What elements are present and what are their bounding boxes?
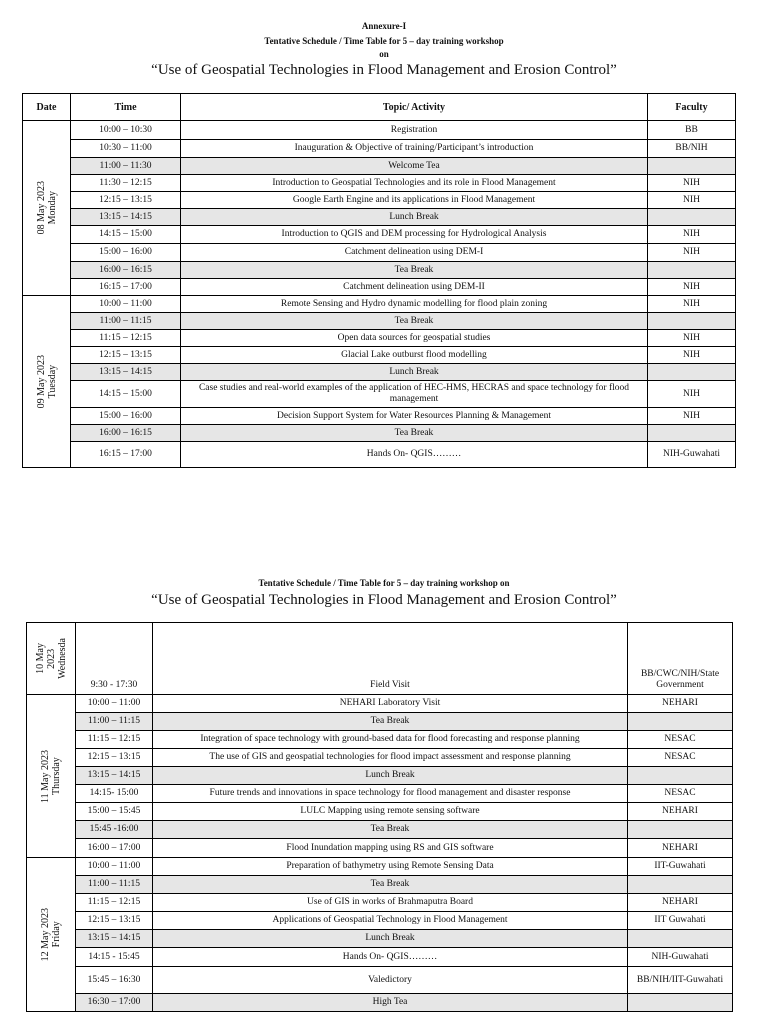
topic-cell: Remote Sensing and Hydro dynamic modelling for flood plain zoning [181,296,648,313]
on-label: on [379,49,389,59]
table-row [27,994,733,1012]
topic-cell: Tea Break [181,313,648,330]
topic-cell: Integration of space technology with ground-based data for flood forecasting and response planning [153,731,628,749]
date-cell [23,296,71,468]
table-row [27,821,733,839]
faculty-cell: BB [648,121,736,140]
topic-cell: The use of GIS and geospatial technologies for flood impact assessment and response planning [153,749,628,767]
time-cell: 11:15 – 12:15 [76,731,153,749]
header-time: Time [71,94,181,121]
table-row [23,140,736,158]
schedule-table-2 [26,622,733,1012]
topic-cell: Google Earth Engine and its applications in Flood Management [181,192,648,209]
topic-cell: Tea Break [153,713,628,731]
topic-cell: Case studies and real-world examples of the application of HEC-HMS, HECRAS and space technology for flood management [181,381,648,408]
time-cell: 12:15 – 13:15 [71,192,181,209]
workshop-title-2: “Use of Geospatial Technologies in Flood Management and Erosion Control” [151,592,617,608]
topic-cell: Applications of Geospatial Technology in Flood Management [153,912,628,930]
date-cell [27,858,76,1012]
time-cell: 16:30 – 17:00 [76,994,153,1012]
topic-cell: Glacial Lake outburst flood modelling [181,347,648,364]
workshop-title: “Use of Geospatial Technologies in Flood Management and Erosion Control” [151,62,617,78]
time-cell: 10:00 – 11:00 [76,695,153,713]
faculty-cell [628,767,733,785]
table-row [27,731,733,749]
faculty-cell [648,313,736,330]
table-row [23,262,736,279]
faculty-cell [628,713,733,731]
topic-cell: Tea Break [181,262,648,279]
time-cell: 12:15 – 13:15 [71,347,181,364]
topic-cell: Tea Break [181,425,648,442]
faculty-cell: NESAC [628,731,733,749]
faculty-cell: NIH [648,192,736,209]
time-cell: 10:00 – 11:00 [76,858,153,876]
header-faculty: Faculty [648,94,736,121]
faculty-cell: NEHARI [628,803,733,821]
topic-cell: Future trends and innovations in space technology for flood management and disaster response [153,785,628,803]
faculty-cell: NIH [648,347,736,364]
table-row [23,313,736,330]
faculty-cell: NIH [648,296,736,313]
faculty-cell: NIH [648,226,736,244]
time-cell: 13:15 – 14:15 [76,767,153,785]
time-cell: 13:15 – 14:15 [71,364,181,381]
time-cell: 16:00 – 16:15 [71,262,181,279]
table-row [27,930,733,948]
table-row [27,695,733,713]
table-row [23,209,736,226]
faculty-cell [628,821,733,839]
topic-cell: Lunch Break [153,930,628,948]
annexure-label: Annexure-I [361,21,407,31]
faculty-cell [648,262,736,279]
topic-cell: Welcome Tea [181,158,648,175]
time-cell: 10:00 – 11:00 [71,296,181,313]
faculty-cell [648,425,736,442]
table-row [23,296,736,313]
topic-cell: Hands On- QGIS……… [153,948,628,967]
faculty-cell [648,209,736,226]
header-topic: Topic/ Activity [181,94,648,121]
table-row [27,713,733,731]
table-row [23,192,736,209]
schedule-subtitle-2: Tentative Schedule / Time Table for 5 – day training workshop on [258,578,510,588]
table-row [27,749,733,767]
topic-cell: Inauguration & Objective of training/Participant’s introduction [181,140,648,158]
table-row [23,381,736,408]
faculty-cell [648,364,736,381]
time-cell: 11:00 – 11:15 [76,713,153,731]
date-label: 11 May 2023 Thursday [40,749,62,803]
time-cell: 10:30 – 11:00 [71,140,181,158]
topic-cell: Use of GIS in works of Brahmaputra Board [153,894,628,912]
topic-cell: Lunch Break [181,209,648,226]
faculty-cell: NEHARI [628,695,733,713]
time-cell: 16:15 – 17:00 [71,442,181,468]
table-row [23,244,736,262]
time-cell: 9:30 - 17:30 [76,623,153,695]
faculty-cell: NEHARI [628,839,733,858]
date-cell [23,121,71,296]
table-row [23,226,736,244]
faculty-cell: NIH-Guwahati [628,948,733,967]
faculty-cell: BB/NIH [648,140,736,158]
time-cell: 15:00 – 16:00 [71,244,181,262]
table-row [23,425,736,442]
topic-cell: Introduction to QGIS and DEM processing for Hydrological Analysis [181,226,648,244]
topic-cell: Field Visit [153,623,628,695]
time-cell: 13:15 – 14:15 [71,209,181,226]
table-row [23,121,736,140]
faculty-cell: NIH [648,381,736,408]
faculty-cell: BB/CWC/NIH/State Government [628,623,733,695]
topic-cell: Preparation of bathymetry using Remote Sensing Data [153,858,628,876]
faculty-cell: NIH [648,408,736,425]
date-label: 10 May 2023 Wednesda [34,638,68,679]
time-cell: 14:15 – 15:00 [71,381,181,408]
topic-cell: Lunch Break [153,767,628,785]
time-cell: 14:15 – 15:00 [71,226,181,244]
table-row [27,839,733,858]
topic-cell: Catchment delineation using DEM-I [181,244,648,262]
table-row [27,912,733,930]
date-label: 09 May 2023 Tuesday [35,354,58,409]
topic-cell: Registration [181,121,648,140]
topic-cell: Catchment delineation using DEM-II [181,279,648,296]
time-cell: 12:15 – 13:15 [76,912,153,930]
time-cell: 11:00 – 11:15 [76,876,153,894]
faculty-cell: NIH-Guwahati [648,442,736,468]
topic-cell: Introduction to Geospatial Technologies and its role in Flood Management [181,175,648,192]
topic-cell: Open data sources for geospatial studies [181,330,648,347]
table-row [23,279,736,296]
time-cell: 11:00 – 11:30 [71,158,181,175]
time-cell: 13:15 – 14:15 [76,930,153,948]
faculty-cell [628,876,733,894]
time-cell: 11:15 – 12:15 [76,894,153,912]
faculty-cell [628,994,733,1012]
table-row [27,894,733,912]
table-row [23,175,736,192]
header-date: Date [23,94,71,121]
date-label: 08 May 2023 Monday [35,181,58,235]
schedule-table-1 [22,93,736,468]
topic-cell: Hands On- QGIS……… [181,442,648,468]
topic-cell: High Tea [153,994,628,1012]
time-cell: 11:00 – 11:15 [71,313,181,330]
topic-cell: Tea Break [153,821,628,839]
faculty-cell: NIH [648,279,736,296]
topic-cell: Valedictory [153,967,628,994]
faculty-cell: NIH [648,244,736,262]
table-row [27,948,733,967]
date-label: 12 May 2023 Friday [40,907,62,962]
time-cell: 15:00 – 16:00 [71,408,181,425]
time-cell: 14:15- 15:00 [76,785,153,803]
faculty-cell: NESAC [628,749,733,767]
time-cell: 12:15 – 13:15 [76,749,153,767]
faculty-cell: NIH [648,330,736,347]
time-cell: 15:45 -16:00 [76,821,153,839]
table-row [23,408,736,425]
time-cell: 10:00 – 10:30 [71,121,181,140]
topic-cell: LULC Mapping using remote sensing software [153,803,628,821]
faculty-cell: NEHARI [628,894,733,912]
time-cell: 16:00 – 17:00 [76,839,153,858]
topic-cell: Tea Break [153,876,628,894]
faculty-cell: IIT Guwahati [628,912,733,930]
table-row [23,347,736,364]
table-row [23,364,736,381]
time-cell: 14:15 - 15:45 [76,948,153,967]
table-row [23,158,736,175]
faculty-cell: NESAC [628,785,733,803]
time-cell: 16:00 – 16:15 [71,425,181,442]
time-cell: 11:30 – 12:15 [71,175,181,192]
faculty-cell: NIH [648,175,736,192]
time-cell: 15:00 – 15:45 [76,803,153,821]
faculty-cell [628,930,733,948]
table-row [27,967,733,994]
faculty-cell [648,158,736,175]
topic-cell: Flood Inundation mapping using RS and GIS software [153,839,628,858]
table-row [23,330,736,347]
table-row [27,858,733,876]
table-row [23,442,736,468]
table-row [27,803,733,821]
time-cell: 15:45 – 16:30 [76,967,153,994]
faculty-cell: IIT-Guwahati [628,858,733,876]
time-cell: 16:15 – 17:00 [71,279,181,296]
table-row [27,623,733,695]
date-cell [27,695,76,858]
topic-cell: NEHARI Laboratory Visit [153,695,628,713]
table-row [27,785,733,803]
topic-cell: Lunch Break [181,364,648,381]
date-cell [27,623,76,695]
time-cell: 11:15 – 12:15 [71,330,181,347]
schedule-subtitle: Tentative Schedule / Time Table for 5 – day training workshop [264,36,504,46]
topic-cell: Decision Support System for Water Resources Planning & Management [181,408,648,425]
faculty-cell: BB/NIH/IIT-Guwahati [628,967,733,994]
table-row [27,767,733,785]
table-row [27,876,733,894]
